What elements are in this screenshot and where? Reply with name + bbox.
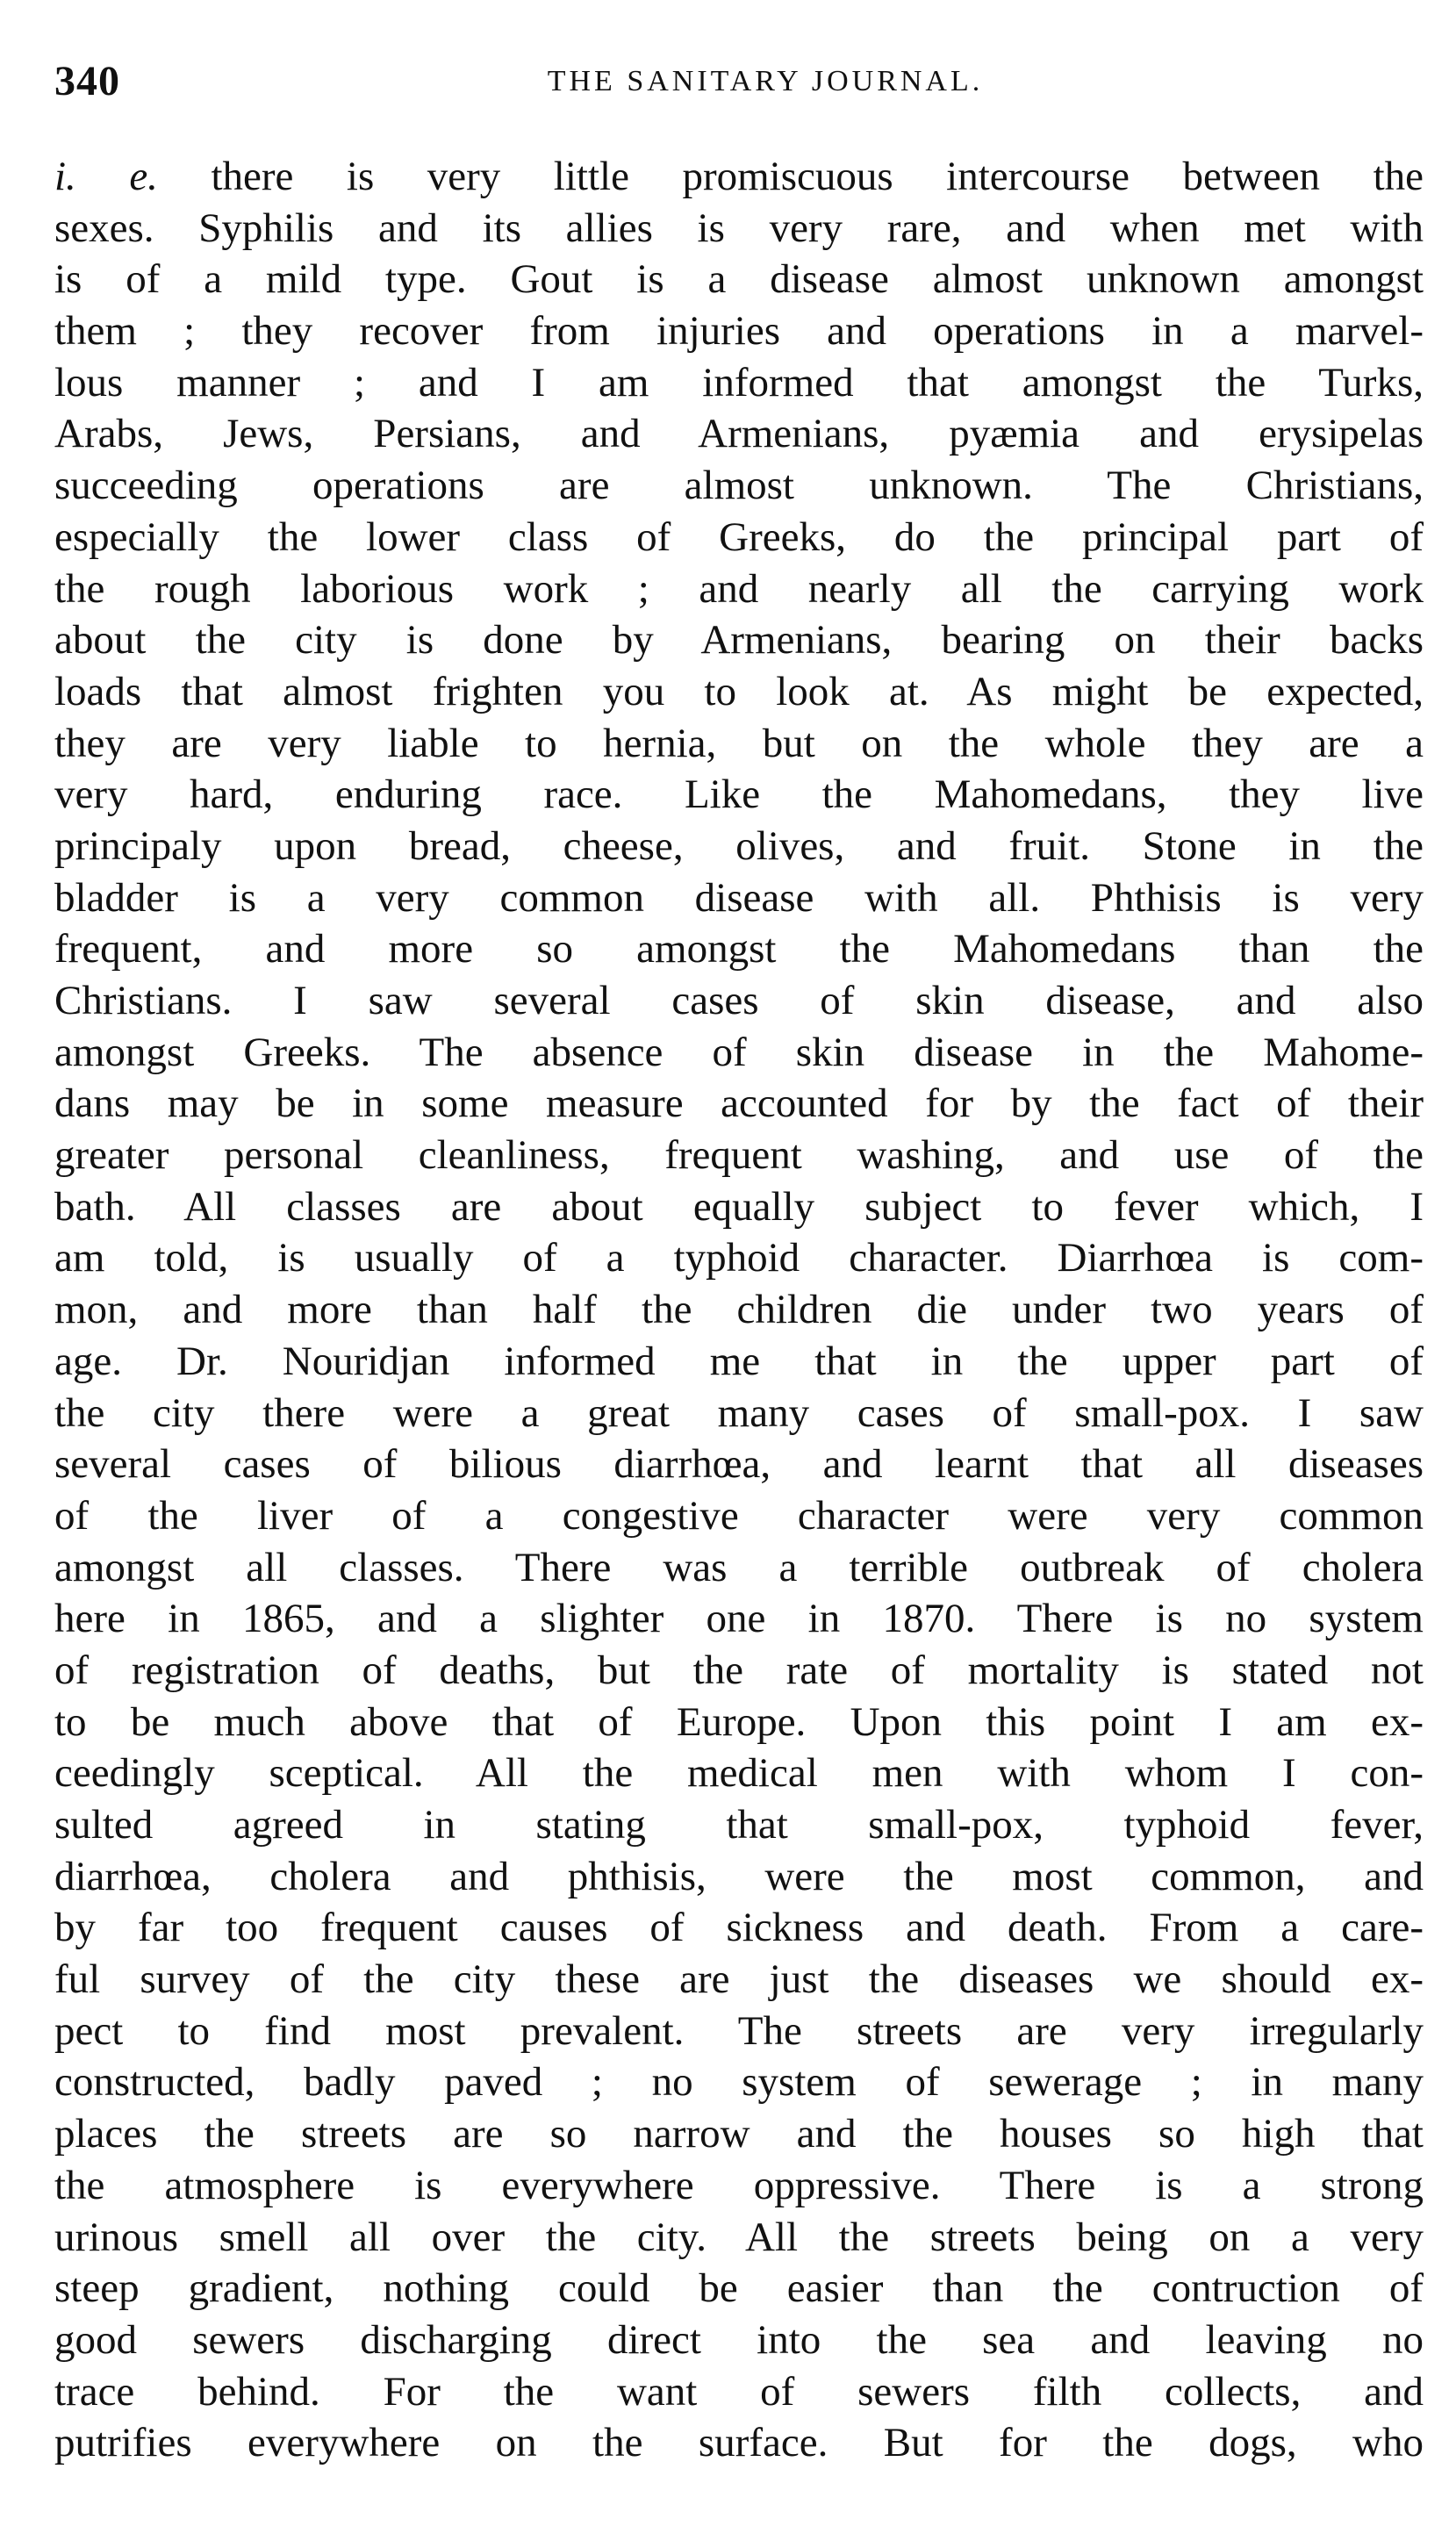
text-line bbox=[54, 821, 1424, 872]
text-line bbox=[54, 460, 1424, 512]
text-line bbox=[54, 1336, 1424, 1388]
text-line-content: age. Dr. Nouridjan informed me that in the upper part of bbox=[54, 1338, 1424, 1384]
text-line-content: dans may be in some measure accounted for by the fact of their bbox=[54, 1080, 1424, 1127]
text-line bbox=[54, 203, 1424, 255]
text-line bbox=[54, 872, 1424, 924]
text-line-content: here in 1865, and a slighter one in 1870. There is no system bbox=[54, 1596, 1424, 1642]
text-line bbox=[54, 1593, 1424, 1645]
text-line bbox=[54, 357, 1424, 409]
text-line bbox=[54, 1799, 1424, 1851]
text-line-content: succeeding operations are almost unknown. The Christians, bbox=[54, 463, 1424, 509]
text-line bbox=[54, 1645, 1424, 1697]
text-line-content: bladder is a very common disease with all. Phthisis is very bbox=[54, 874, 1424, 921]
text-line bbox=[54, 512, 1424, 563]
text-line bbox=[54, 614, 1424, 666]
italic-abbreviation: i. e. bbox=[54, 154, 158, 199]
text-line-content: putrifies everywhere on the surface. But for the dogs, who bbox=[54, 2420, 1424, 2466]
text-line-content: sulted agreed in stating that small-pox, typhoid fever, bbox=[54, 1802, 1424, 1848]
text-line bbox=[54, 1439, 1424, 1490]
text-line-content: amongst all classes. There was a terrible outbreak of cholera bbox=[54, 1544, 1424, 1590]
text-line bbox=[54, 1490, 1424, 1542]
text-line-content: is of a mild type. Gout is a disease almost unknown amongst bbox=[54, 256, 1424, 303]
text-line-content: amongst Greeks. The absence of skin disease in the Mahome- bbox=[54, 1029, 1424, 1075]
text-line-content: Arabs, Jews, Persians, and Armenians, pyæmia and erysipelas bbox=[54, 411, 1424, 457]
text-line bbox=[54, 718, 1424, 770]
text-line-content: of the liver of a congestive character were very common bbox=[54, 1492, 1424, 1539]
text-line-content: they are very liable to hernia, but on the whole they are a bbox=[54, 720, 1424, 766]
page-number: 340 bbox=[54, 58, 120, 104]
text-line bbox=[54, 151, 1424, 203]
text-line-content: trace behind. For the want of sewers filth collects, and bbox=[54, 2368, 1424, 2415]
text-line-content: pect to find most prevalent. The streets are very irregularly bbox=[54, 2007, 1424, 2054]
text-line-content: steep gradient, nothing could be easier than the contruction of bbox=[54, 2265, 1424, 2312]
text-line bbox=[54, 2417, 1424, 2469]
text-line-content: the atmosphere is everywhere oppressive. There is a strong bbox=[54, 2162, 1424, 2208]
journal-title: THE SANITARY JOURNAL. bbox=[547, 65, 984, 97]
text-line-content: lous manner ; and I am informed that amongst the Turks, bbox=[54, 359, 1424, 406]
text-line bbox=[54, 1078, 1424, 1130]
text-line-content: constructed, badly paved ; no system of sewerage ; in many bbox=[54, 2059, 1424, 2106]
text-line-content: ceedingly sceptical. All the medical men with whom I con- bbox=[54, 1750, 1424, 1797]
text-line-content: about the city is done by Armenians, bearing on their backs bbox=[54, 617, 1424, 664]
text-line-content: the rough laborious work ; and nearly all the carrying work bbox=[54, 565, 1424, 612]
text-line bbox=[54, 1284, 1424, 1336]
text-line-content: Christians. I saw several cases of skin disease, and also bbox=[54, 978, 1424, 1023]
text-line-content: them ; they recover from injuries and operations in a marvel- bbox=[54, 308, 1424, 355]
text-line bbox=[54, 254, 1424, 305]
text-line bbox=[54, 1954, 1424, 2006]
text-line-content: greater personal cleanliness, frequent washing, and use of the bbox=[54, 1132, 1424, 1179]
text-line bbox=[54, 408, 1424, 460]
text-line-content: mon, and more than half the children die under two years of bbox=[54, 1287, 1424, 1333]
text-line-content: bath. All classes are about equally subject to fever which, I bbox=[54, 1183, 1424, 1230]
text-line bbox=[54, 1697, 1424, 1748]
text-line-content: ful survey of the city these are just the diseases we should ex- bbox=[54, 1956, 1424, 2003]
text-line-content: places the streets are so narrow and the houses so high that bbox=[54, 2111, 1424, 2157]
text-line-content: am told, is usually of a typhoid character. Diarrhœa is com- bbox=[54, 1235, 1424, 1281]
text-line-content: good sewers discharging direct into the sea and leaving no bbox=[54, 2316, 1424, 2363]
text-line bbox=[54, 975, 1424, 1027]
text-line-content: to be much above that of Europe. Upon this point I am ex- bbox=[54, 1698, 1424, 1745]
text-line bbox=[54, 2056, 1424, 2108]
text-line bbox=[54, 2366, 1424, 2418]
text-line bbox=[54, 305, 1424, 357]
text-line bbox=[54, 2160, 1424, 2212]
text-line bbox=[54, 1181, 1424, 1233]
text-line-content: by far too frequent causes of sickness and death. From a care- bbox=[54, 1905, 1424, 1951]
text-line bbox=[54, 1748, 1424, 1799]
text-line bbox=[54, 923, 1424, 975]
text-line bbox=[54, 1027, 1424, 1079]
text-line-content: of registration of deaths, but the rate of mortality is stated not bbox=[54, 1647, 1424, 1693]
text-line bbox=[54, 1902, 1424, 1954]
text-line bbox=[54, 1542, 1424, 1594]
text-line-content: very hard, enduring race. Like the Mahomedans, they live bbox=[54, 772, 1424, 818]
text-line bbox=[54, 2006, 1424, 2057]
text-line bbox=[54, 2263, 1424, 2315]
text-line bbox=[54, 1851, 1424, 1903]
text-line bbox=[54, 2212, 1424, 2264]
text-line bbox=[54, 666, 1424, 718]
text-line-content: sexes. Syphilis and its allies is very rare, and when met with bbox=[54, 205, 1424, 251]
text-line bbox=[54, 1130, 1424, 1181]
text-line-content: frequent, and more so amongst the Mahomedans than the bbox=[54, 926, 1424, 973]
text-line bbox=[54, 1388, 1424, 1439]
running-head bbox=[54, 51, 1424, 112]
text-line-content: the city there were a great many cases of small-pox. I saw bbox=[54, 1389, 1424, 1436]
text-line bbox=[54, 563, 1424, 615]
text-line-content: diarrhœa, cholera and phthisis, were the most common, and bbox=[54, 1853, 1424, 1899]
text-line-content: loads that almost frighten you to look at. As might be expected, bbox=[54, 668, 1424, 714]
text-line bbox=[54, 2108, 1424, 2160]
text-line bbox=[54, 2315, 1424, 2366]
body-text bbox=[54, 151, 1424, 2469]
text-line-content: several cases of bilious diarrhœa, and learnt that all diseases bbox=[54, 1441, 1424, 1488]
text-line bbox=[54, 769, 1424, 821]
text-line bbox=[54, 1232, 1424, 1284]
text-line-content: principaly upon bread, cheese, olives, and fruit. Stone in the bbox=[54, 822, 1424, 869]
text-line-content: especially the lower class of Greeks, do the principal part of bbox=[54, 513, 1424, 560]
text-line-content: urinous smell all over the city. All the streets being on a very bbox=[54, 2214, 1424, 2260]
text-line-content: there is very little promiscuous intercourse between the bbox=[157, 154, 1424, 199]
